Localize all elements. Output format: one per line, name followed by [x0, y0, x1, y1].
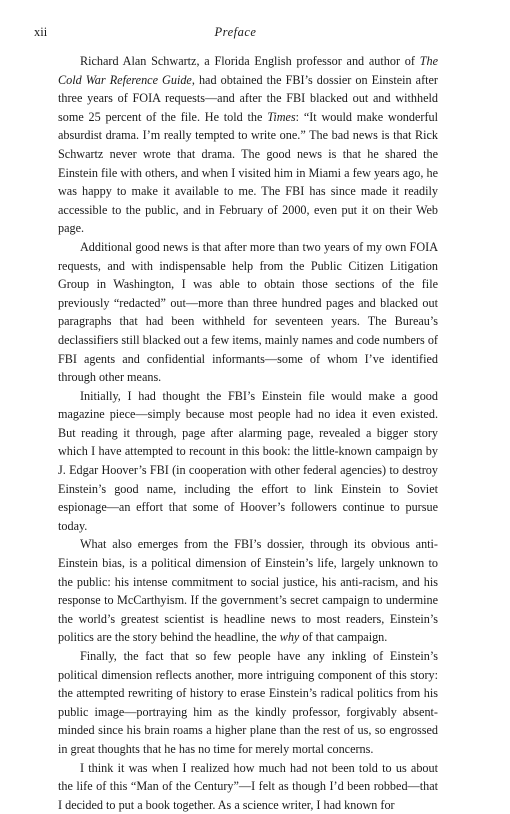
paragraph: [58, 535, 438, 647]
italic-text: Times: [267, 109, 296, 124]
page-header: [34, 25, 437, 45]
paragraph: [58, 759, 438, 814]
paragraph: [58, 52, 438, 238]
text-run: Finally, the fact that so few people have any inkling of Einstein’s political dimension reflects another, more intriguing component of this story: the attempted rewriting of history to erase Einstein’s radical politics from his public image—portraying him as the kindly professor, forgivably absent-minded since his brain roams a higher plane than the rest of us, so engrossed in great thoughts that he has no time for merely mortal concerns.: [58, 649, 438, 756]
italic-text: The Cold War Reference Guide: [58, 54, 438, 87]
paragraph: [58, 387, 438, 536]
text-run: , had obtained the FBI’s dossier on Einstein after three years of FOIA requests—and after the FBI blacked out and withheld some 25 percent of the file. He told the: [58, 72, 438, 124]
page-number: xii: [34, 25, 48, 39]
text-run: : “It would make wonderful absurdist drama. I’m really tempted to write one.” The bad news is that Rick Schwartz never wrote that drama. The good news is that he shared the Einstein file with others, and when I visited him in Miami a few years ago, he was happy to make it available to me. The FBI has since made it readily accessible to the public, and in February of 2000, even put it on their Web page.: [58, 109, 438, 236]
paragraph: [58, 647, 438, 759]
text-run: I think it was when I realized how much had not been told to us about the life of this “Man of the Century”—I felt as though I’d been robbed—that I decided to put a book together. As a science writer, I had known for: [58, 760, 438, 812]
paragraph: [58, 238, 438, 387]
text-run: of that campaign.: [299, 630, 388, 645]
text-run: Richard Alan Schwartz, a Florida English professor and author of: [80, 54, 420, 68]
italic-text: why: [279, 630, 300, 645]
body-text: [58, 52, 438, 814]
running-head: Preface: [214, 25, 257, 39]
text-run: Initially, I had thought the FBI’s Einstein file would make a good magazine piece—simply because most people had no idea it even existed. But reading it through, page after alarming page, revealed a bigger story which I have attempted to recount in this book: the little-known campaign by J. Edgar Hoover’s FBI (in cooperation with other federal agencies) to destroy Einstein’s good name, including the effort to link Einstein to Soviet espionage—an effort that some of Hoover’s followers continue to pursue today.: [58, 388, 438, 533]
text-run: What also emerges from the FBI’s dossier, through its obvious anti-Einstein bias, is a political dimension of Einstein’s life, largely unknown to the public: his intense commitment to social justice, his anti-racism, and his response to McCarthyism. If the government’s secret campaign to undermine the world’s greatest scientist is headline news to most readers, Einstein’s politics are the story behind the headline, the: [58, 537, 438, 645]
text-run: Additional good news is that after more than two years of my own FOIA requests, and with indispensable help from the Public Citizen Litigation Group in Washington, I was able to obtain those sections of the file previously “redacted” out—more than three hundred pages and blacked out paragraphs that had been withheld for seventeen years. The Bureau’s declassifiers still blacked out a few items, mainly names and code numbers of FBI agents and confidential informants—some of whom I’ve identified through other means.: [58, 239, 438, 385]
